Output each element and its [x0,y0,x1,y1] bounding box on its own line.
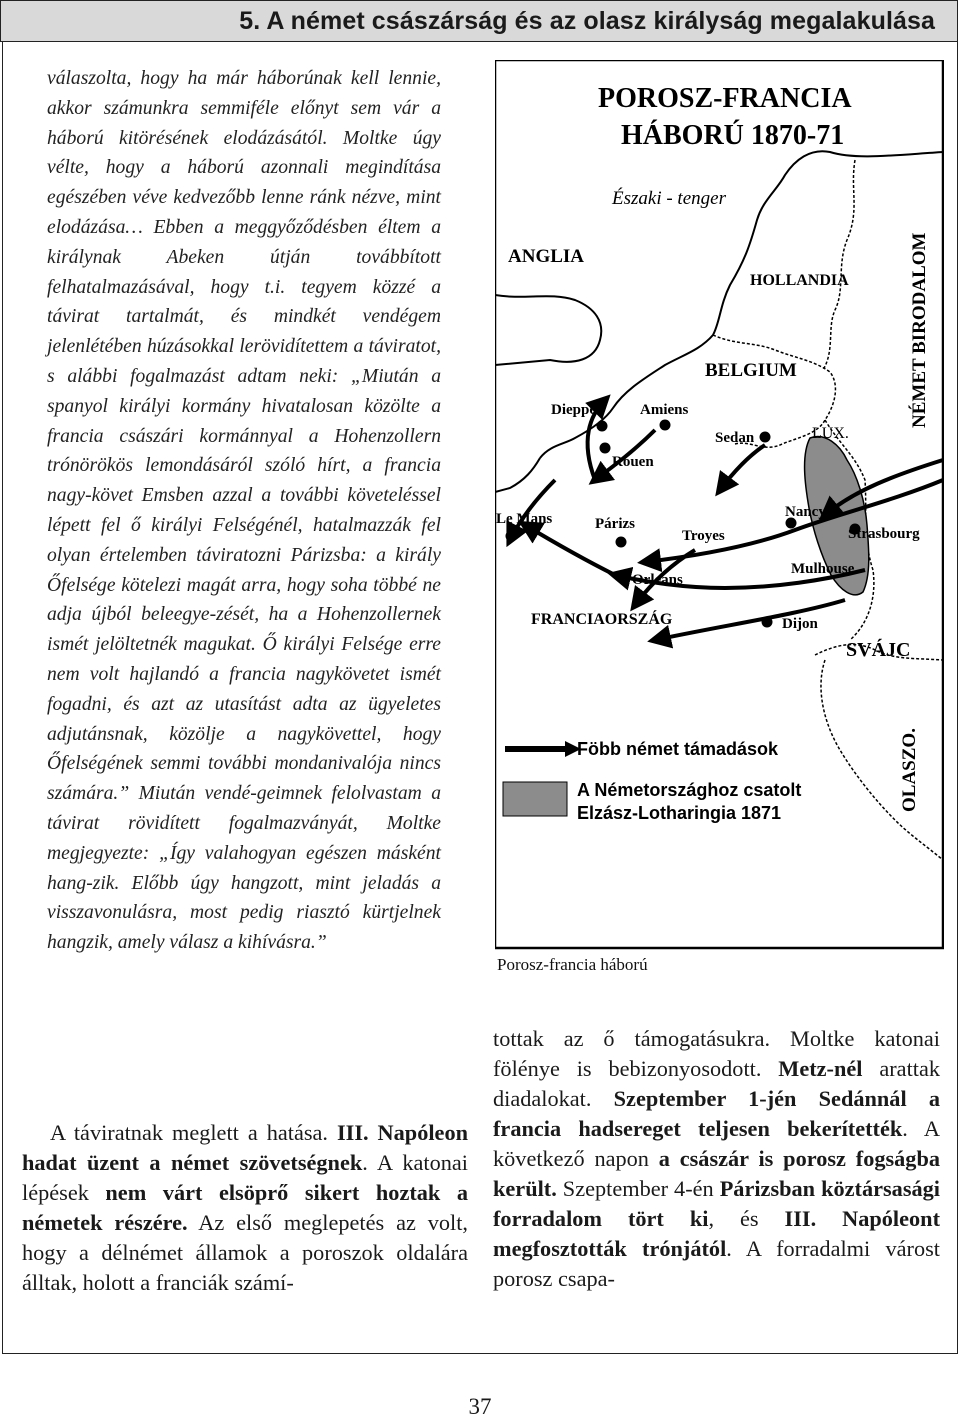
city-dot-dieppe [597,421,608,432]
war-map [495,60,944,1000]
city-strasbourg: Strasbourg [848,526,920,542]
map-title-2: HÁBORÚ 1870-71 [621,120,845,151]
city-dieppe: Dieppe [551,402,596,418]
city-orleans: Orleans [632,572,683,588]
city-dot-dijon [762,617,773,628]
bismarck-quote: válaszolta, hogy ha már háborúnak kell lennie, akkor számunkra semmiféle előnyt sem vár a háború kitörésének elodázásától. Moltke úgy vélte, hogy a háború azonnali megindítása egészében véve kedvezőbb lenne ránk nézve, mint elodázása… Ebben a meggyőződésben éltem a királynak Abeken útján továbbított felhatalmazásával, hogy t.i. tegyem közzé a távirat tartalmát, és mindkét vendégem jelenlétében húzásokkal lerövidítettem a táviratot, s alábbi fogalmazást adtam neki: „Miután a spanyol királyi kormány hivatalosan közölte a francia császári kormánnyal a Hohenzollern trónörökös lemondásáról szóló hírt, a francia nagy-követ Emsben azzal a további követeléssel lépett fel ő királyi Felségénél, hatalmazzák fel olyan értelemben táviratozni Párizsba: a király Őfelsége kötelezi magát arra, hogy soha többé ne adja újból beleegye-zését, ha a Hohenzollernek ismét jelöltetnék magukat. Ő királyi Felsége erre nem volt hajlandó a francia nagykövetet ismét fogadni, és azt az utasítást adta az ügyeletes adjutánsnak, közölje a nagykövettel, hogy Őfelségének semmi további mondanivalója nincs számára.” Miután vendé-geimnek felolvastam a távirat rövidített fogalmazványát, Moltke megjegyezte: „Így valahogyan egészen másként hang-zik. Előbb úgy hangzott, mint jeladás a visszavonulásra, most pedig riasztó kürtjelnek hangzik, amely válasz a kihívásra.” [47,68,441,954]
map-caption: Porosz-francia háború [497,955,648,974]
chapter-title: 5. A német császárság és az olasz királyság megalakulása [239,6,935,35]
right-text-1: tottak az ő támogatásukra. Moltke katonai fölénye is bebizonyosodott. [493,1026,940,1081]
city-dot-sedan [760,432,771,443]
map-title-1: POROSZ-FRANCIA [598,83,852,114]
right-text-2: arattak diadalokat. [493,1056,940,1111]
left-bold-2: nem várt elsöprő sikert hoztak a németek részére. [22,1180,469,1235]
left-bold-1: III. Napóleon hadat üzent a német szövetségnek [22,1120,468,1175]
page-number: 37 [468,1394,492,1419]
left-text-1: A táviratnak meglett a hatása. [50,1120,337,1145]
right-bold-5: III. Napóleont megfosztották trónjától [493,1206,940,1261]
city-mulhouse: Mulhouse [791,561,855,577]
city-dot-lemans [506,531,517,542]
war-map-svg [495,60,944,950]
right-text-4: Szeptember 4-én [556,1176,720,1201]
country-belgium: BELGIUM [705,360,797,381]
city-dot-parizs [616,537,627,548]
country-svajc: SVÁJC [846,639,911,661]
city-rouen: Rouen [612,454,654,470]
city-parizs: Párizs [595,516,635,532]
right-text-5: , és [708,1206,785,1231]
left-body-text [22,1118,468,1298]
city-dot-amiens [660,420,671,431]
right-text-3: . A következő napon [493,1116,940,1171]
legend-annexed-swatch [503,782,567,816]
left-text-2: . A katonai lépések [22,1150,468,1205]
right-bold-4: Párizsban köztársasági forradalom tört ki [493,1176,940,1231]
legend-annexed-1: A Németországhoz csatolt [577,780,802,800]
right-bold-1: Metz-nél [778,1056,863,1081]
city-dot-rouen [600,443,611,454]
legend-attacks: Föbb német támadások [577,739,779,759]
right-text-6: . A forradalmi várost porosz csapa- [493,1236,940,1291]
city-troyes: Troyes [682,528,725,544]
city-le-mans: Le Mans [496,511,553,527]
city-sedan: Sedan [715,430,755,446]
country-olaszo: OLASZO. [899,728,920,812]
country-nemet-birodalom: NÉMET BIRODALOM [909,232,930,428]
city-amiens: Amiens [640,402,689,418]
country-anglia: ANGLIA [508,246,585,267]
city-nancy: Nancy [785,504,826,520]
sea-label: Északi - tenger [612,188,726,209]
right-bold-2: Szeptember 1-jén Sedánnál a francia hadsereget teljesen bekerítették [493,1086,940,1141]
country-hollandia: HOLLANDIA [750,272,849,289]
country-lux: LUX. [812,425,849,442]
left-text-3: Az első meglepetés az volt, hogy a délnémet államok a poroszok oldalára álltak, holott a franciák számí- [22,1210,468,1295]
legend-annexed-2: Elzász-Lotharingia 1871 [577,803,782,823]
chapter-header [0,0,958,42]
country-franciaorszag: FRANCIAORSZÁG [531,611,673,628]
city-dijon: Dijon [782,616,818,632]
right-bold-3: a császár is porosz fogságba került. [493,1146,941,1201]
right-body-text [493,1024,940,1294]
